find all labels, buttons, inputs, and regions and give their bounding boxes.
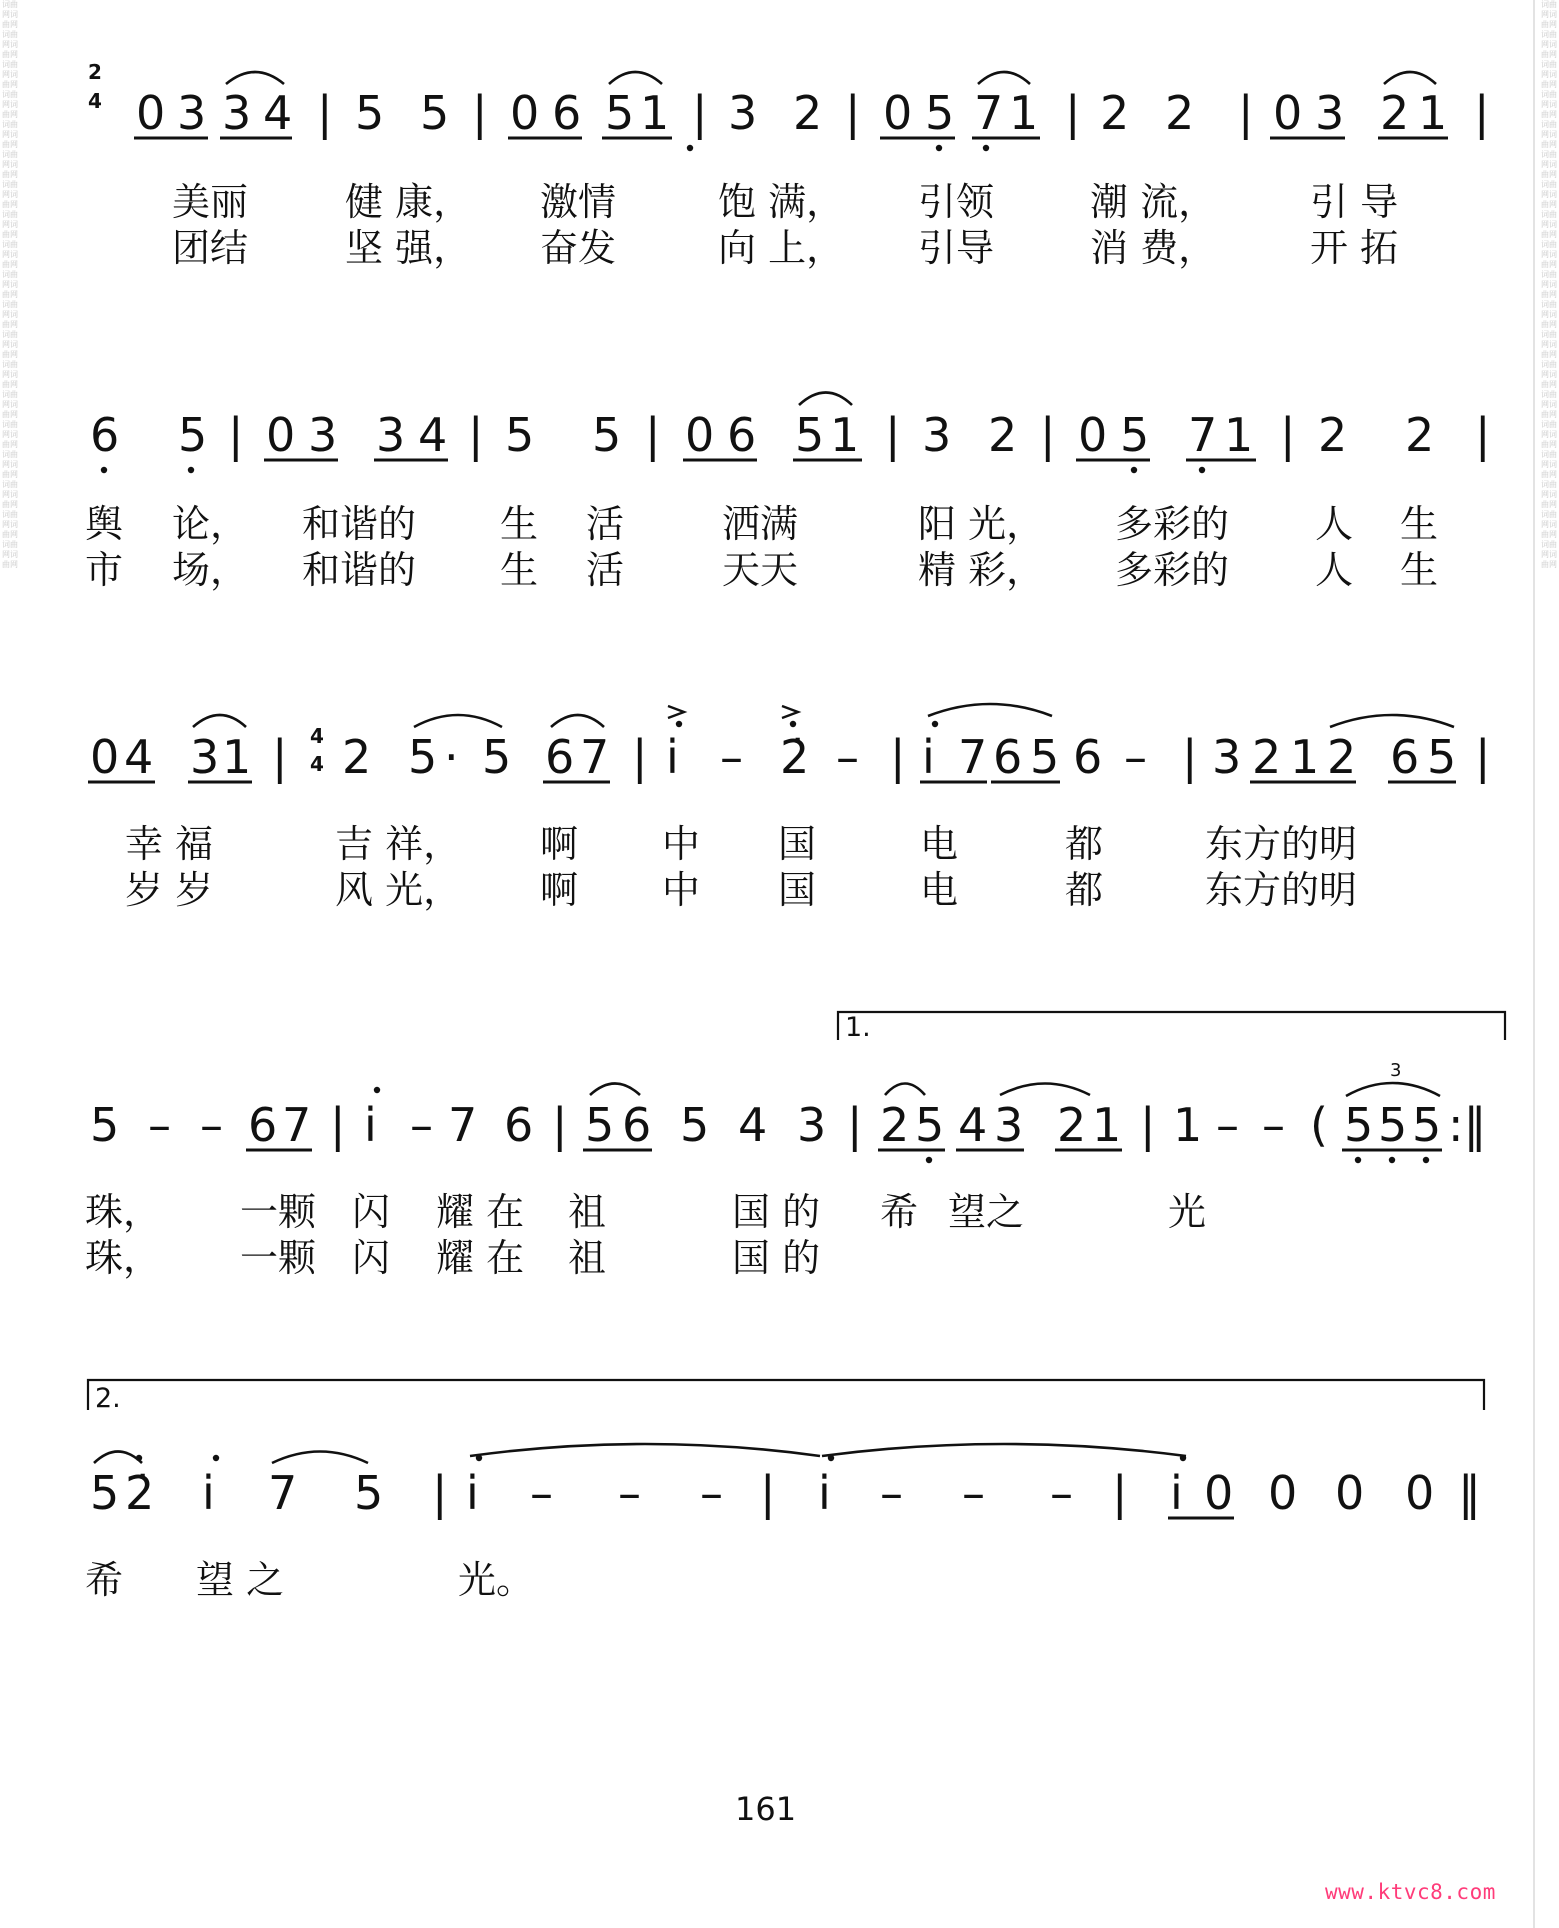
lyric: 引领: [918, 180, 995, 224]
dash: –: [618, 1466, 641, 1520]
lyric: 人: [1315, 548, 1354, 592]
barline: |: [468, 408, 484, 462]
note: 3: [1212, 730, 1242, 784]
note: 3: [1315, 86, 1345, 140]
note: 5: [795, 408, 825, 462]
dash: –: [962, 1466, 985, 1520]
note: 0: [1273, 86, 1303, 140]
lyric: 都: [1065, 868, 1104, 912]
note: i: [202, 1466, 215, 1520]
barline: |: [272, 730, 288, 784]
margin-watermark-left: 词曲网词曲网词曲网词曲网词曲网词曲网词曲网词曲网词曲网词曲网词曲网词曲网词曲网词曲网词曲网词曲网词曲网词曲网词曲网词曲网词曲网词曲网词曲网词曲网词曲网词曲网词曲网词曲网词曲网词曲网词曲网词曲网词曲网词曲网词曲网词曲网词曲网词曲网: [2, 0, 18, 569]
dash: –: [410, 1098, 433, 1152]
note: 6: [1073, 730, 1103, 784]
note: 4: [958, 1098, 988, 1152]
lyric: 团结: [172, 226, 249, 270]
lyric: 中: [662, 868, 701, 912]
time-signature-top: 4: [310, 724, 324, 748]
time-signature-top: 2: [88, 60, 102, 84]
dash: –: [530, 1466, 553, 1520]
final-barline: ‖: [1458, 1466, 1481, 1520]
time-signature-bottom: 4: [88, 89, 102, 113]
lyric: 中: [662, 822, 701, 866]
note: 5: [605, 86, 635, 140]
note: 5: [1344, 1098, 1374, 1152]
note: 3: [190, 730, 220, 784]
note: 2: [988, 408, 1018, 462]
note: 5: [1412, 1098, 1442, 1152]
lyric: 生: [1400, 502, 1439, 546]
note: 6: [727, 408, 757, 462]
note: 0: [136, 86, 166, 140]
lyric: 光: [1168, 1190, 1207, 1234]
lyric: 光。: [458, 1558, 535, 1602]
note: 0: [883, 86, 913, 140]
note: 6: [504, 1098, 534, 1152]
page-number: 161: [735, 1790, 797, 1828]
lyric: 珠，: [85, 1236, 162, 1280]
barline: |: [1112, 1466, 1128, 1520]
lyric: 东方的明: [1205, 868, 1358, 912]
note: 7: [974, 86, 1004, 140]
note: 3: [308, 408, 338, 462]
note: 2: [1165, 86, 1195, 140]
lyric: 东方的明: [1205, 822, 1358, 866]
lyric: 和谐的: [302, 502, 417, 546]
barline: |: [1040, 408, 1056, 462]
barline: |: [1475, 408, 1491, 462]
lyric: 吉 祥，: [335, 822, 462, 866]
lyric: 消 费，: [1090, 226, 1217, 270]
lyric: 多彩的: [1115, 502, 1230, 546]
note: 2: [880, 1098, 910, 1152]
note: 3: [728, 86, 758, 140]
dash: –: [700, 1466, 723, 1520]
note: 1: [830, 408, 860, 462]
barline: |: [472, 86, 488, 140]
lyric: 闪: [352, 1236, 391, 1280]
lyric: 论，: [172, 502, 249, 546]
lyric: 希: [880, 1190, 919, 1234]
lyric: 国: [778, 868, 817, 912]
dash: –: [200, 1098, 223, 1152]
barline: |: [1280, 408, 1296, 462]
note: 2: [1380, 86, 1410, 140]
margin-watermark-right: 词曲网词曲网词曲网词曲网词曲网词曲网词曲网词曲网词曲网词曲网词曲网词曲网词曲网词曲网词曲网词曲网词曲网词曲网词曲网词曲网词曲网词曲网词曲网词曲网词曲网词曲网词曲网词曲网词曲网词曲网词曲网词曲网词曲网词曲网词曲网词曲网词曲网词曲网: [1541, 0, 1557, 569]
dash: –: [1216, 1098, 1239, 1152]
note: 2̇: [780, 730, 810, 784]
barline: |: [760, 1466, 776, 1520]
note: 7: [958, 730, 988, 784]
lyric: 场，: [172, 548, 249, 592]
lyric-row-2-verse-1: [0, 502, 1559, 548]
barline: |: [1238, 86, 1254, 140]
note: 2: [793, 86, 823, 140]
site-watermark: www.ktvc8.com: [1325, 1880, 1496, 1904]
note: 0: [90, 730, 120, 784]
note: 5: [680, 1098, 710, 1152]
dash: –: [720, 730, 743, 784]
note: 3: [376, 408, 406, 462]
volta-2-label: 2.: [95, 1383, 121, 1414]
lyric: 祖: [568, 1190, 607, 1234]
note: 5: [592, 408, 622, 462]
note: i: [466, 1466, 479, 1520]
note: 3: [797, 1098, 827, 1152]
barline: |: [1140, 1098, 1156, 1152]
note: 6: [622, 1098, 652, 1152]
note: 0: [1078, 408, 1108, 462]
lyric: 激情: [540, 180, 617, 224]
note: i: [1170, 1466, 1183, 1520]
note: 5: [90, 1466, 120, 1520]
lyric-row-4-verse-1: [0, 1190, 1559, 1236]
lyric: 潮 流，: [1090, 180, 1217, 224]
lyric: 向 上，: [718, 226, 845, 270]
note: 2: [1100, 86, 1130, 140]
note: i: [818, 1466, 831, 1520]
lyric: 奋发: [540, 226, 617, 270]
lyric: 珠，: [85, 1190, 162, 1234]
lyric: 市: [85, 548, 124, 592]
lyric-row-1-verse-1: [0, 180, 1559, 226]
note: 6: [1390, 730, 1420, 784]
lyric: 饱 满，: [718, 180, 845, 224]
lyric: 活: [586, 502, 625, 546]
note: 0: [685, 408, 715, 462]
lyric: 洒满: [722, 502, 799, 546]
barline: |: [228, 408, 244, 462]
lyric: 引 导: [1310, 180, 1399, 224]
note: 2: [1318, 408, 1348, 462]
lyric: 耀 在: [436, 1190, 525, 1234]
lyric: 希: [85, 1558, 124, 1602]
lyric-row-3-verse-1: [0, 822, 1559, 868]
note: i: [364, 1098, 377, 1152]
lyric: 美丽: [172, 180, 249, 224]
lyric: 多彩的: [1115, 548, 1230, 592]
note: 1: [1224, 408, 1254, 462]
lyric: 望 之: [196, 1558, 285, 1602]
lyric: 生: [500, 548, 539, 592]
note: 7: [580, 730, 610, 784]
accents: [668, 706, 798, 718]
note: 4: [124, 730, 154, 784]
barline: |: [632, 730, 648, 784]
barline: |: [1474, 86, 1490, 140]
note: 2: [1405, 408, 1435, 462]
barline: |: [1475, 730, 1491, 784]
lyric: 引导: [918, 226, 995, 270]
open-paren: (: [1310, 1098, 1328, 1152]
dash: –: [880, 1466, 903, 1520]
lyric: 和谐的: [302, 548, 417, 592]
note: 5: [925, 86, 955, 140]
lyric: 健 康，: [345, 180, 472, 224]
note: 1: [1173, 1098, 1203, 1152]
lyric: 望之: [948, 1190, 1025, 1234]
note: 5: [408, 730, 438, 784]
lyric: 阳 光，: [918, 502, 1045, 546]
barline: |: [845, 86, 861, 140]
note: 6: [552, 86, 582, 140]
lyric-row-4-verse-2: [0, 1236, 1559, 1282]
lyric-row-5-verse-1: [0, 1558, 1559, 1604]
note: 0: [1405, 1466, 1435, 1520]
note: 0: [1335, 1466, 1365, 1520]
note: 4: [738, 1098, 768, 1152]
note: 5: [420, 86, 450, 140]
dash: –: [1262, 1098, 1285, 1152]
lyric: 电: [920, 868, 959, 912]
lyric: 舆: [85, 502, 124, 546]
note: 1: [640, 86, 670, 140]
lyric-row-1-verse-2: [0, 226, 1559, 272]
barline: |: [552, 1098, 568, 1152]
note: 5: [90, 1098, 120, 1152]
note: 1: [1418, 86, 1448, 140]
lyric: 精 彩，: [918, 548, 1045, 592]
note: i: [666, 730, 679, 784]
lyric: 幸 福: [125, 822, 214, 866]
barline: |: [885, 408, 901, 462]
lyric: 啊: [540, 868, 579, 912]
note: 2: [342, 730, 372, 784]
barline: |: [645, 408, 661, 462]
barline: |: [847, 1098, 863, 1152]
lyric: 耀 在: [436, 1236, 525, 1280]
repeat-end-barline: :‖: [1448, 1098, 1487, 1152]
lyric: 啊: [540, 822, 579, 866]
barline: |: [432, 1466, 448, 1520]
lyric: 生: [1400, 548, 1439, 592]
note: 3: [222, 86, 252, 140]
barline: |: [330, 1098, 346, 1152]
note: 5: [1427, 730, 1457, 784]
right-margin-rule: [1533, 0, 1535, 1928]
note: 4: [263, 86, 293, 140]
lyric: 人: [1315, 502, 1354, 546]
lyric: 生: [500, 502, 539, 546]
note: i: [922, 730, 935, 784]
note: 7: [448, 1098, 478, 1152]
dash: –: [148, 1098, 171, 1152]
note: 5: [1030, 730, 1060, 784]
note: 7: [282, 1098, 312, 1152]
note: 1: [1290, 730, 1320, 784]
note: 5: [585, 1098, 615, 1152]
note: 5: [1378, 1098, 1408, 1152]
note: 5: [178, 408, 208, 462]
lyric: 一颗: [240, 1236, 317, 1280]
dot: ·: [444, 730, 459, 784]
triplet-mark: 3: [1390, 1060, 1402, 1081]
note: 4: [418, 408, 448, 462]
lyric: 一颗: [240, 1190, 317, 1234]
barline: |: [317, 86, 333, 140]
lyric: 电: [920, 822, 959, 866]
barline: |: [692, 86, 708, 140]
note: 3: [994, 1098, 1024, 1152]
note: 2: [1057, 1098, 1087, 1152]
note: 0: [510, 86, 540, 140]
note: 7: [268, 1466, 298, 1520]
lyric-row-3-verse-2: [0, 868, 1559, 914]
note: 5: [1120, 408, 1150, 462]
dash: –: [1124, 730, 1147, 784]
note: 1: [1092, 1098, 1122, 1152]
barline: |: [890, 730, 906, 784]
note: 0: [1204, 1466, 1234, 1520]
note: 7: [1188, 408, 1218, 462]
barline: |: [1065, 86, 1081, 140]
note: 6: [545, 730, 575, 784]
lyric: 岁 岁: [125, 868, 214, 912]
volta-1-label: 1.: [845, 1012, 871, 1043]
note: 0: [266, 408, 296, 462]
note: 2̇: [125, 1466, 155, 1520]
lyric: 坚 强，: [345, 226, 472, 270]
barline: |: [1182, 730, 1198, 784]
note: 6: [248, 1098, 278, 1152]
time-signature-bottom: 4: [310, 752, 324, 776]
note: 3: [177, 86, 207, 140]
note: 1: [1009, 86, 1039, 140]
note: 5: [354, 1466, 384, 1520]
lyric: 都: [1065, 822, 1104, 866]
lyric: 国 的: [732, 1236, 821, 1280]
dash: –: [1050, 1466, 1073, 1520]
lyric: 活: [586, 548, 625, 592]
note: 2: [1327, 730, 1357, 784]
note: 6: [993, 730, 1023, 784]
lyric: 国: [778, 822, 817, 866]
lyric-row-2-verse-2: [0, 548, 1559, 594]
lyric: 国 的: [732, 1190, 821, 1234]
note: 5: [915, 1098, 945, 1152]
dash: –: [836, 730, 859, 784]
lyric: 闪: [352, 1190, 391, 1234]
note: 3: [922, 408, 952, 462]
lyric: 祖: [568, 1236, 607, 1280]
note: 6: [90, 408, 120, 462]
lyric: 风 光，: [335, 868, 462, 912]
note: 5: [505, 408, 535, 462]
lyric: 天天: [722, 548, 799, 592]
lyric: 开 拓: [1310, 226, 1399, 270]
note: 2: [1252, 730, 1282, 784]
note: 0: [1268, 1466, 1298, 1520]
note: 1: [222, 730, 252, 784]
note: 5: [355, 86, 385, 140]
note: 5: [482, 730, 512, 784]
